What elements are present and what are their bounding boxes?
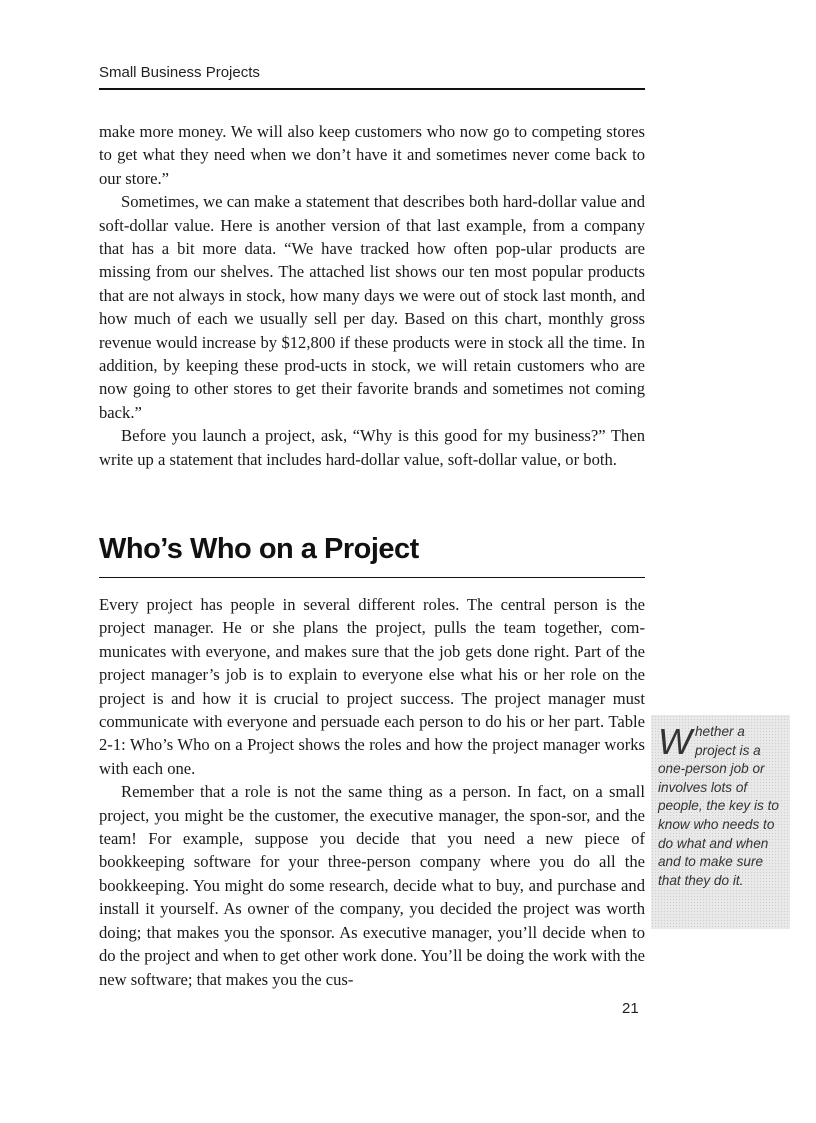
paragraph: make more money. We will also keep customers who now go to competing stores to get what they need when we don’t have it and sometimes never come back to our store.” bbox=[99, 122, 645, 188]
paragraph: Before you launch a project, ask, “Why is this good for my business?” Then write up a statement that includes hard-dollar value, soft-dollar value, or both. bbox=[99, 426, 645, 469]
running-header-title: Small Business Projects bbox=[99, 64, 260, 81]
section-heading: Who’s Who on a Project bbox=[99, 533, 419, 565]
paragraph: Remember that a role is not the same thing as a person. In fact, on a small project, you might be the customer, the executive manager, the spon-sor, and the team! For example, suppose you decide that you need a new piece of bookkeeping software for your three-person company where you do all the bookkeeping. You might do some research, decide what to buy, and purchase and install it yourself. As owner of the company, you decided the project was worth doing; that makes you the sponsor. As executive manager, you’ll decide when to do the project and when to get other work done. You’ll be doing the work with the new software; that makes you the cus- bbox=[99, 782, 645, 989]
paragraph: Sometimes, we can make a statement that describes both hard-dollar value and soft-dollar value. Here is another version of that last example, from a company that has a bit more data. “We have tracked how often pop-ular products are missing from our shelves. The attached list shows our ten most popular products that are not always in stock, how many days we were out of stock last month, and how much of each we usually sell per day. Based on this chart, monthly gross revenue would increase by $12,800 if these products were in stock all the time. In addition, by keeping these prod-ucts in stock, we will retain customers who are now going to other stores to get their favorite brands and sometimes not coming back.” bbox=[99, 192, 645, 422]
margin-note-body: hether a project is a one-person job or involves lots of people, the key is to know who needs to do what and when and to make sure that they do it. bbox=[658, 724, 779, 888]
page-number: 21 bbox=[622, 1000, 639, 1017]
margin-note-dropcap: W bbox=[658, 721, 692, 762]
paragraph: Every project has people in several different roles. The central person is the project manager. He or she plans the project, pulls the team together, com-municates with everyone, and makes sure that the job gets done right. Part of the project manager’s job is to explain to everyone else what his or her role on the project is and how it is crucial to project success. The project manager must communicate with everyone and persuade each person to do his or her part. Table 2-1: Who’s Who on a Project shows the roles and how the project manager works with each one. bbox=[99, 595, 645, 778]
header-rule bbox=[99, 88, 645, 90]
section-rule bbox=[99, 577, 645, 578]
margin-note bbox=[651, 715, 790, 929]
margin-note-text bbox=[658, 723, 784, 890]
body-text-top bbox=[99, 120, 645, 471]
body-text-section bbox=[99, 593, 645, 991]
